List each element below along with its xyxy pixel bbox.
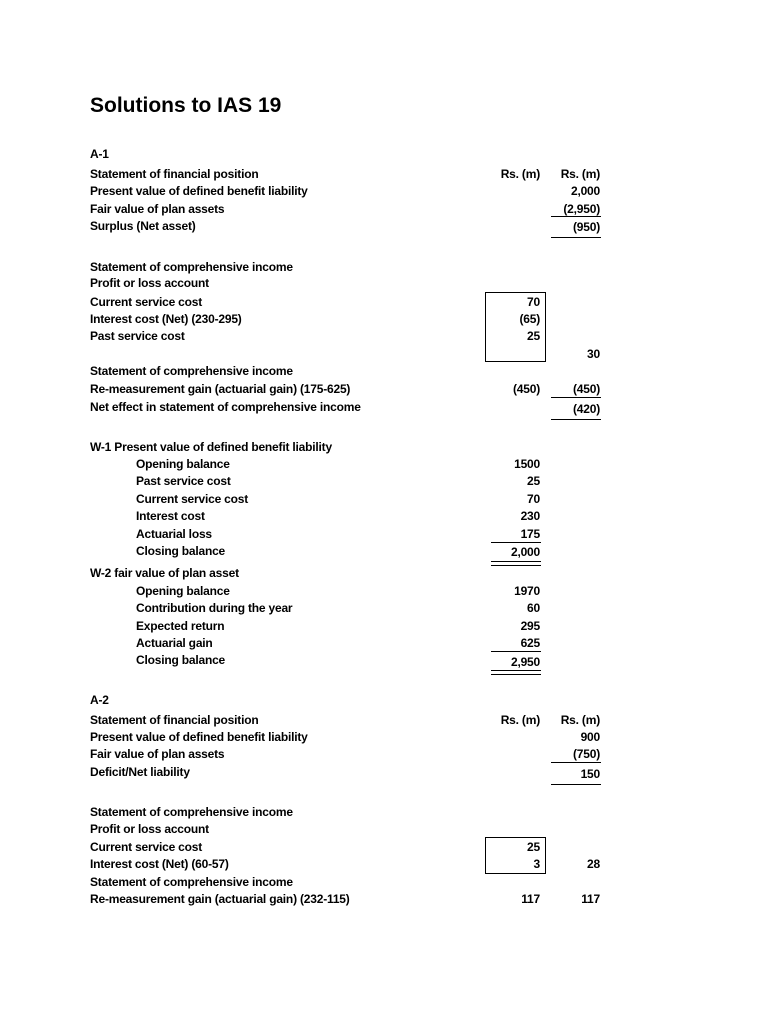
row-value: (65): [519, 312, 540, 326]
row-value: (450): [512, 382, 540, 396]
row-label: Surplus (Net asset): [90, 219, 196, 233]
row-label: Fair value of plan assets: [90, 202, 225, 216]
working-label: Current service cost: [136, 492, 249, 506]
working-label: Expected return: [136, 619, 225, 633]
row-value: 25: [527, 329, 540, 343]
working-label: Actuarial gain: [136, 636, 213, 650]
row-value: 70: [527, 295, 540, 309]
working-value: 1970: [514, 584, 540, 598]
pl-total-value: 28: [587, 857, 600, 871]
page-title: Solutions to IAS 19: [90, 94, 282, 117]
total-value: 150: [580, 767, 600, 781]
subtotal-rule: [551, 397, 601, 398]
working-heading-w2: W-2 fair value of plan asset: [90, 566, 239, 580]
total-rule: [551, 419, 601, 420]
pl-total-value: 30: [587, 347, 600, 361]
working-heading-w1: W-1 Present value of defined benefit liability: [90, 440, 332, 454]
row-label: Present value of defined benefit liability: [90, 730, 308, 744]
row-value: 25: [527, 840, 540, 854]
sci-heading: Statement of comprehensive income: [90, 260, 293, 274]
row-label: Deficit/Net liability: [90, 765, 190, 779]
working-label: Closing balance: [136, 653, 226, 667]
sci-heading: Statement of comprehensive income: [90, 805, 293, 819]
row-label: Re-measurement gain (actuarial gain) (232-115): [90, 892, 350, 906]
row-label: Interest cost (Net) (60-57): [90, 857, 229, 871]
working-total: 2,950: [510, 655, 540, 669]
subtotal-rule: [551, 216, 601, 217]
row-label: Present value of defined benefit liability: [90, 184, 308, 198]
column-header-rs-m: Rs. (m): [560, 167, 600, 181]
row-value: 2,000: [570, 184, 600, 198]
row-label: Interest cost (Net) (230-295): [90, 312, 242, 326]
working-label: Interest cost: [136, 509, 205, 523]
row-value: (750): [572, 747, 600, 761]
subtotal-rule: [551, 762, 601, 763]
double-total-rule: [491, 561, 541, 566]
row-value: 3: [533, 857, 540, 871]
working-value: 175: [520, 527, 540, 541]
working-label: Opening balance: [136, 584, 230, 598]
working-value: 60: [527, 601, 540, 615]
row-value: (2,950): [563, 202, 600, 216]
row-label: Re-measurement gain (actuarial gain) (175-625): [90, 382, 351, 396]
oci-heading: Statement of comprehensive income: [90, 364, 293, 378]
working-value: 70: [527, 492, 540, 506]
pl-subheading: Profit or loss account: [90, 822, 209, 836]
row-label: Current service cost: [90, 840, 203, 854]
working-value: 625: [520, 636, 540, 650]
subtotal-rule: [491, 651, 541, 652]
working-label: Past service cost: [136, 474, 231, 488]
working-label: Actuarial loss: [136, 527, 212, 541]
working-label: Contribution during the year: [136, 601, 293, 615]
row-label: Fair value of plan assets: [90, 747, 225, 761]
row-value: 900: [580, 730, 600, 744]
row-value: 117: [521, 892, 540, 906]
pl-subheading: Profit or loss account: [90, 276, 209, 290]
working-value: 25: [527, 474, 540, 488]
row-label: Current service cost: [90, 295, 203, 309]
row-value: 117: [581, 892, 600, 906]
working-total: 2,000: [510, 545, 540, 559]
total-rule: [551, 237, 601, 238]
column-header-rs-m: Rs. (m): [500, 713, 540, 727]
subtotal-rule: [491, 542, 541, 543]
working-label: Opening balance: [136, 457, 230, 471]
row-value: (450): [572, 382, 600, 396]
total-value: (950): [572, 220, 600, 234]
sfp-heading: Statement of financial position: [90, 713, 259, 727]
working-value: 1500: [514, 457, 540, 471]
total-rule: [551, 784, 601, 785]
section-heading-a1: A-1: [90, 147, 109, 161]
oci-heading: Statement of comprehensive income: [90, 875, 293, 889]
row-label: Net effect in statement of comprehensive income: [90, 400, 361, 414]
working-value: 230: [520, 509, 540, 523]
double-total-rule: [491, 670, 541, 675]
working-label: Closing balance: [136, 544, 226, 558]
section-heading-a2: A-2: [90, 693, 109, 707]
column-header-rs-m: Rs. (m): [560, 713, 600, 727]
row-label: Past service cost: [90, 329, 185, 343]
working-value: 295: [520, 619, 540, 633]
column-header-rs-m: Rs. (m): [500, 167, 540, 181]
sfp-heading: Statement of financial position: [90, 167, 259, 181]
total-value: (420): [572, 402, 600, 416]
